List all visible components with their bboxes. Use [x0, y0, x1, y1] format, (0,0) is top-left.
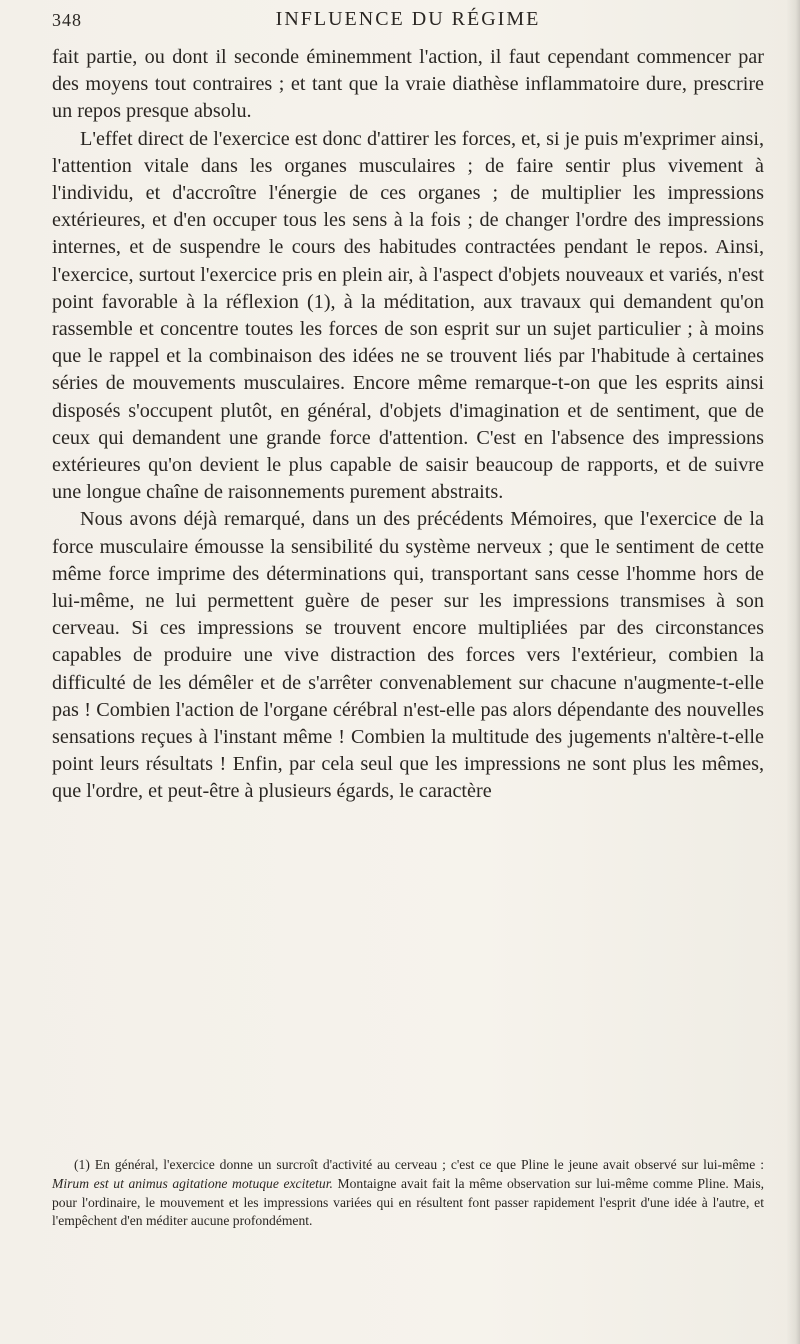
footnote-latin-quote: Mirum est ut animus agitatione motuque excitetur. [52, 1175, 333, 1191]
paragraph-exercise-effect: L'effet direct de l'exercice est donc d'attirer les forces, et, si je puis m'exprimer ainsi, l'attention vitale dans les organes musculaires ; de faire sentir plus vivement à l'individu, et d'accroître l'énergie de ces organes ; de multiplier les impressions extérieures, et d'en occuper tous les sens à la fois ; de changer l'ordre des impressions internes, et de suspendre le cours des habitudes contractées pendant le repos. Ainsi, l'exercice, surtout l'exercice pris en plein air, à l'aspect d'objets nouveaux et variés, n'est point favorable à la réflexion (1), à la méditation, aux travaux qui demandent qu'on rassemble et concentre toutes les forces de son esprit sur un sujet particulier ; à moins que le rappel et la combinaison des idées ne se trouvent liés par l'habitude à certaines séries de mouvements musculaires. Encore même remarque-t-on que les esprits ainsi disposés s'occupent plutôt, en général, d'objets d'imagination et de sentiment, que de ceux qui demandent une grande force d'attention. C'est en l'absence des impressions extérieures qu'on devient le plus capable de saisir beaucoup de rapports, et de suivre une longue chaîne de raisonnements purement abstraits. [52, 127, 764, 504]
page-edge-shadow [786, 0, 800, 1344]
footnote [52, 1156, 764, 1231]
footnote-text-before: En général, l'exercice donne un surcroît d'activité au cerveau ; c'est ce que Pline le jeune avait observé sur lui-même : [94, 1157, 765, 1172]
footnote-text-after: Montaigne avait fait la même observation sur lui-même comme Pline. Mais, pour l'ordinaire, le mouvement et les impressions variées qui en résultent font passer rapidement l'esprit d'une idée à l'autre, et l'empêchent d'en méditer aucune profondément. [52, 1175, 765, 1229]
paragraph-continuation: fait partie, ou dont il seconde éminemment l'action, il faut cependant commencer par des moyens tout contraires ; et tant que la vraie diathèse inflammatoire dure, prescrire un repos presque absolu. [52, 46, 764, 123]
body-text [52, 44, 764, 806]
paragraph-muscular-force: Nous avons déjà remarqué, dans un des précédents Mémoires, que l'exercice de la force musculaire émousse la sensibilité du système nerveux ; que le sentiment de cette même force imprime des déterminations qui, transportant sans cesse l'homme hors de lui-même, ne lui permettent guère de peser sur les impressions transmises à son cerveau. Si ces impressions se trouvent encore multipliées par des circonstances capables de produire une vive distraction des forces vers l'extérieur, combien la difficulté de les démêler et de s'arrêter convenablement sur chacune n'augmente-t-elle pas ! Combien l'action de l'organe cérébral n'est-elle pas alors dépendante des nouvelles sensations reçues à l'instant même ! Combien la multitude des jugements n'altère-t-elle point leurs résultats ! Enfin, par cela seul que les impressions ne sont plus les mêmes, que l'ordre, et peut-être à plusieurs égards, le caractère [52, 508, 764, 803]
running-head: INFLUENCE DU RÉGIME [275, 8, 541, 30]
footnote-marker: (1) [74, 1157, 90, 1172]
page-number: 348 [52, 10, 82, 30]
page-header [52, 8, 764, 38]
